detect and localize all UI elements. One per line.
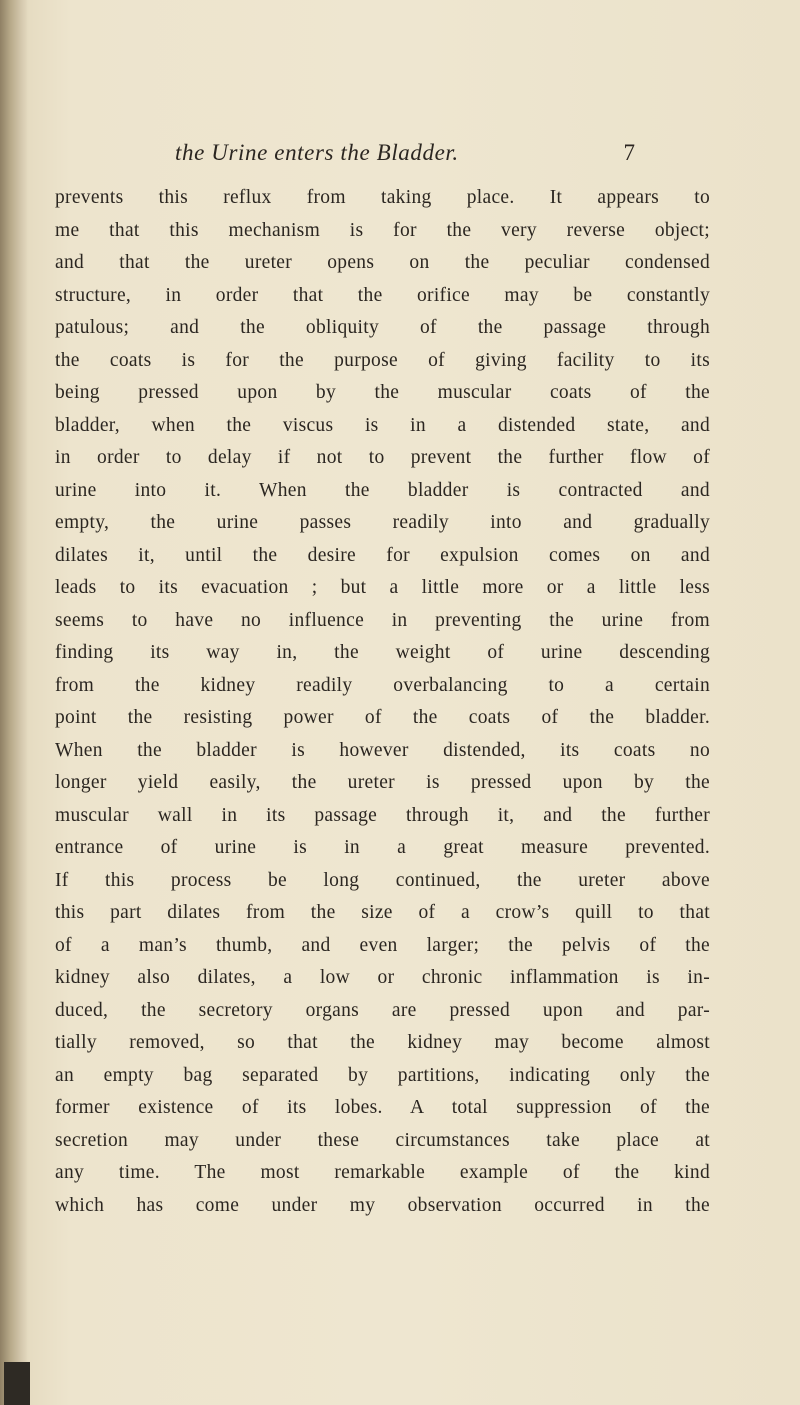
text-line: point the resisting power of the coats of the bladder. <box>55 707 710 728</box>
page-number: 7 <box>623 140 635 165</box>
text-line: which has come under my observation occurred in the <box>55 1194 710 1216</box>
running-head: the Urine enters the Bladder. <box>175 140 459 165</box>
text-line: and that the ureter opens on the peculiar condensed <box>55 252 710 273</box>
text-line: muscular wall in its passage through it, and the further <box>55 804 710 826</box>
text-line: finding its way in, the weight of urine descending <box>55 642 710 663</box>
text-line: being pressed upon by the muscular coats of the <box>55 382 710 403</box>
text-line: If this process be long continued, the ureter above <box>55 869 710 891</box>
text-line: empty, the urine passes readily into and gradually <box>55 512 710 533</box>
text-line: in order to delay if not to prevent the further flow of <box>55 447 710 468</box>
text-line: the coats is for the purpose of giving facility to its <box>55 349 710 371</box>
text-line: former existence of its lobes. A total suppression of the <box>55 1097 710 1118</box>
text-line: When the bladder is however distended, its coats no <box>55 739 710 761</box>
text-line: urine into it. When the bladder is contracted and <box>55 479 710 501</box>
text-line: duced, the secretory organs are pressed upon and par- <box>55 999 710 1021</box>
body-text <box>55 182 710 1222</box>
page-spine-shadow <box>0 0 28 1405</box>
text-line: structure, in order that the orifice may be constantly <box>55 284 710 306</box>
text-line: entrance of urine is in a great measure prevented. <box>55 837 710 858</box>
text-line: kidney also dilates, a low or chronic inflammation is in- <box>55 967 710 988</box>
text-line: tially removed, so that the kidney may become almost <box>55 1032 710 1053</box>
text-line: seems to have no influence in preventing the urine from <box>55 609 710 631</box>
text-line: secretion may under these circumstances take place at <box>55 1129 710 1151</box>
text-line: from the kidney readily overbalancing to a certain <box>55 674 710 696</box>
text-line: an empty bag separated by partitions, indicating only the <box>55 1064 710 1086</box>
text-line: of a man’s thumb, and even larger; the pelvis of the <box>55 934 710 956</box>
text-line: dilates it, until the desire for expulsion comes on and <box>55 544 710 566</box>
text-line: any time. The most remarkable example of the kind <box>55 1162 710 1183</box>
text-line: prevents this reflux from taking place. It appears to <box>55 187 710 208</box>
text-line: patulous; and the obliquity of the passage through <box>55 317 710 338</box>
text-line: this part dilates from the size of a crow’s quill to that <box>55 902 710 923</box>
text-line: bladder, when the viscus is in a distended state, and <box>55 414 710 436</box>
text-line: longer yield easily, the ureter is pressed upon by the <box>55 772 710 793</box>
binding-mark <box>4 1362 30 1405</box>
text-line: leads to its evacuation ; but a little more or a little less <box>55 577 710 598</box>
page-header <box>175 140 635 170</box>
text-line: me that this mechanism is for the very reverse object; <box>55 219 710 241</box>
